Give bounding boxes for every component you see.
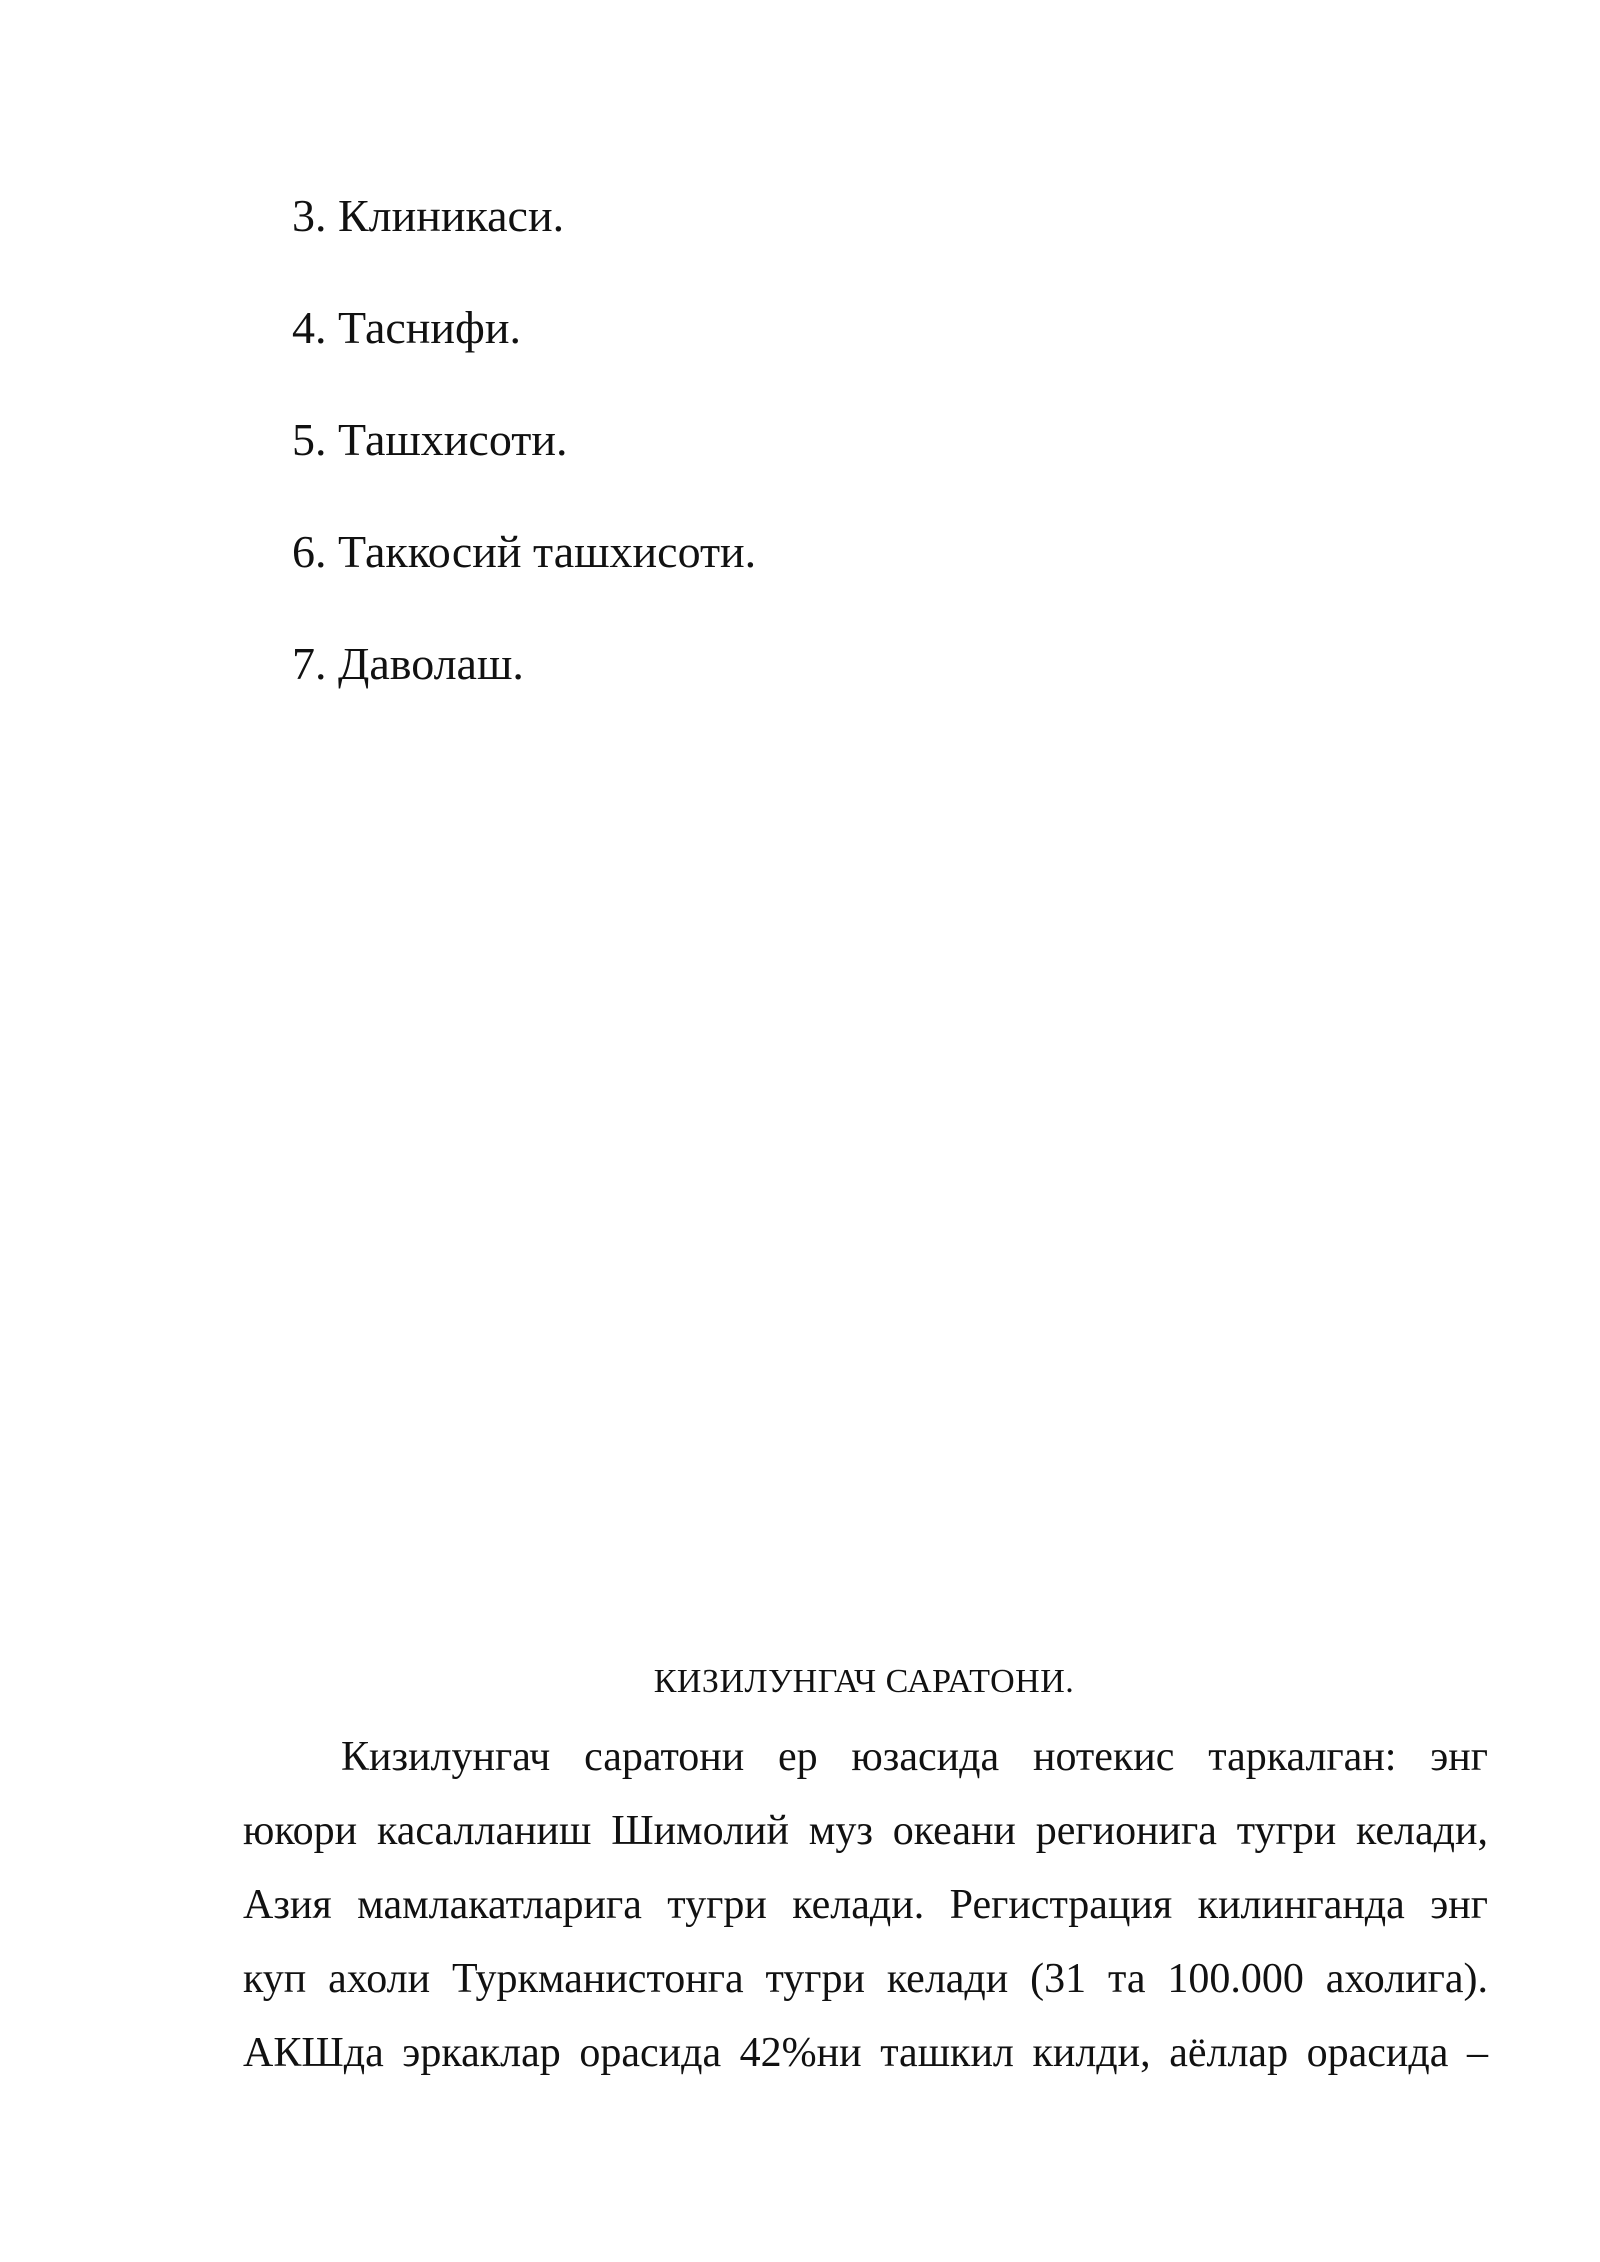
outline-item: 6. Таккосий ташхисоти. [292,526,757,577]
paragraph-line: Кизилунгач саратони ер юзасида нотекис таркалган: энг [341,1734,1488,1780]
outline-item: 3. Клиникаси. [292,190,565,241]
paragraph-line: АКШда эркаклар орасида 42%ни ташкил килди, аёллар орасида – [243,2030,1488,2076]
body-paragraph [243,1720,1488,2090]
outline-list [292,190,756,750]
outline-item: 4. Таснифи. [292,302,521,353]
outline-item: 7. Даволаш. [292,638,524,689]
outline-item: 5. Ташхисоти. [292,414,568,465]
paragraph-line: куп ахоли Туркманистонга тугри келади (31 та 100.000 ахолига). [243,1956,1488,2002]
section-title: КИЗИЛУНГАЧ САРАТОНИ. [653,1663,1075,1700]
paragraph-line: Азия мамлакатларига тугри келади. Регистрация килинганда энг [243,1882,1488,1928]
paragraph-line: юкори касалланиш Шимолий муз океани регионига тугри келади, [243,1808,1488,1854]
